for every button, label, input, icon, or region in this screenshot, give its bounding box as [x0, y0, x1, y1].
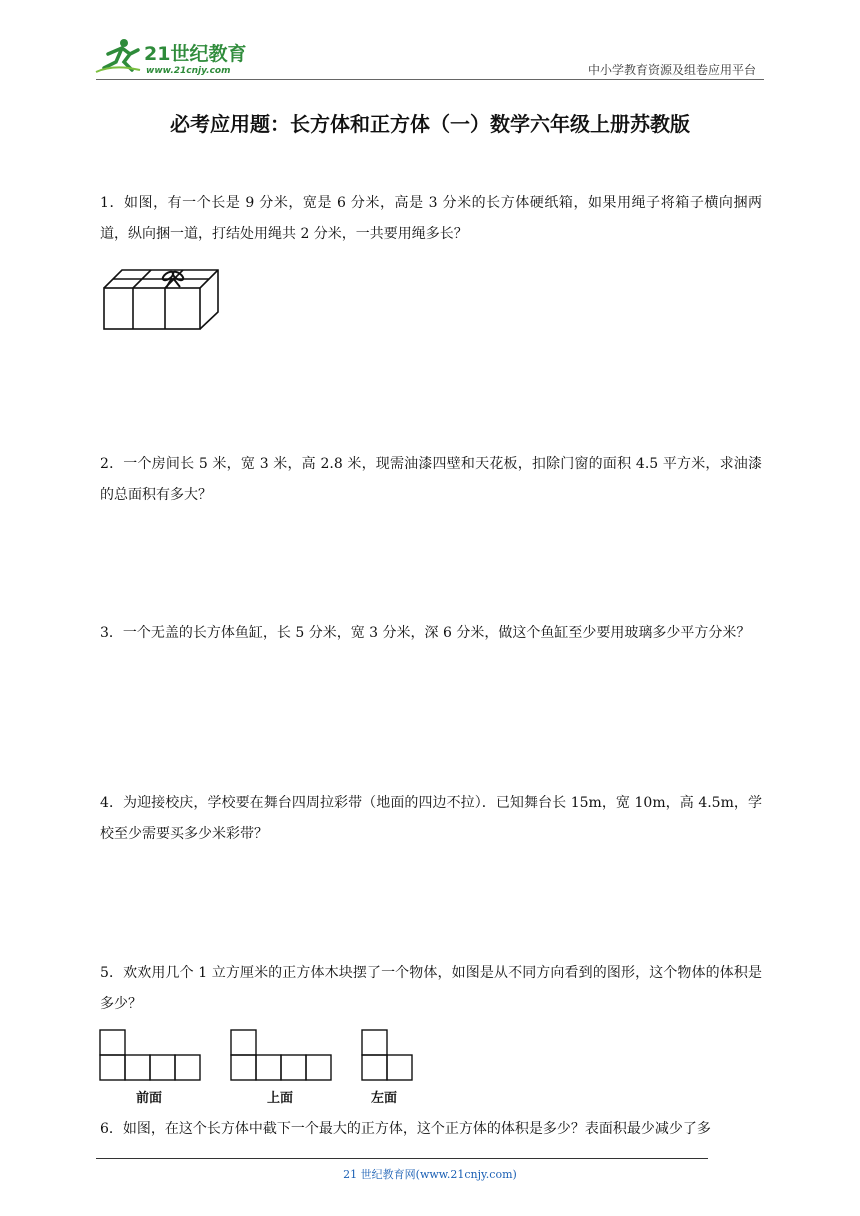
site-logo: [94, 36, 259, 78]
left-view-figure: [361, 1029, 415, 1083]
runner-icon: [96, 39, 140, 72]
question-6: 6．如图，在这个长方体中截下一个最大的正方体，这个正方体的体积是多少？表面积最少减少了多: [100, 1121, 711, 1137]
logo-url-text: www.21cnjy.com: [146, 66, 231, 76]
footer-divider: [96, 1158, 708, 1159]
question-3: 3．一个无盖的长方体鱼缸，长 5 分米，宽 3 分米，深 6 分米，做这个鱼缸至少要用玻璃多少平方分米？: [100, 625, 751, 641]
left-view-label: 左面: [371, 1091, 398, 1106]
front-view-figure: [99, 1029, 203, 1083]
page-title: 必考应用题：长方体和正方体（一）数学六年级上册苏教版: [170, 112, 690, 136]
header-divider: [96, 79, 764, 80]
question-5: 5．欢欢用几个 1 立方厘米的正方体木块摆了一个物体，如图是从不同方向看到的图形，这个物体的体积是多少？: [100, 965, 762, 1012]
question-4: 4．为迎接校庆，学校要在舞台四周拉彩带（地面的四边不拉）．已知舞台长 15m，宽 10m，高 4.5m，学校至少需要买多少米彩带？: [100, 795, 762, 842]
box-with-string-figure: [100, 266, 222, 332]
platform-tagline: 中小学教育资源及组卷应用平台: [587, 63, 756, 77]
front-view-label: 前面: [136, 1091, 163, 1106]
footer-link[interactable]: 21 世纪教育网(www.21cnjy.com): [343, 1168, 517, 1181]
logo-brand-text: 21世纪教育: [144, 43, 247, 65]
top-view-label: 上面: [267, 1091, 294, 1106]
top-view-figure: [230, 1029, 334, 1083]
question-1: 1．如图，有一个长是 9 分米，宽是 6 分米，高是 3 分米的长方体硬纸箱，如果用绳子将箱子横向捆两道，纵向捆一道，打结处用绳共 2 分米，一共要用绳多长？: [100, 195, 762, 242]
question-2: 2．一个房间长 5 米，宽 3 米，高 2.8 米，现需油漆四壁和天花板，扣除门窗的面积 4.5 平方米，求油漆的总面积有多大？: [100, 456, 762, 503]
